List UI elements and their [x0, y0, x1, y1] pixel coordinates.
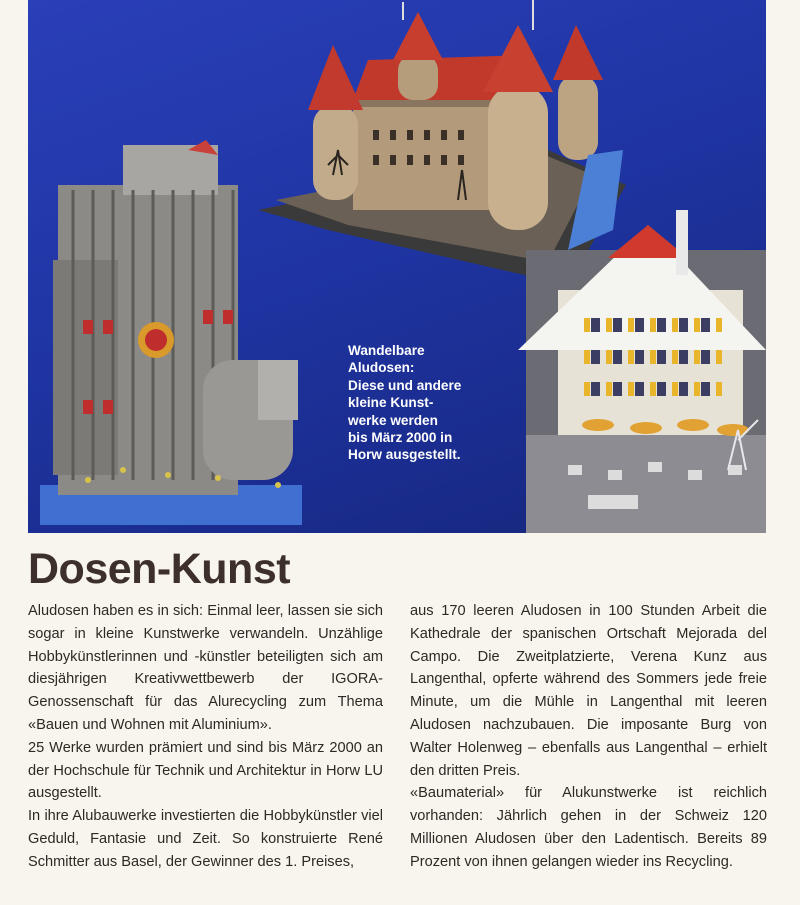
- article-paragraph: In ihre Alubauwerke investierten die Hobbykünstler viel Geduld, Fantasie und Zeit. So konstruierte René Schmitter aus Basel, der Gewinner des 1. Preises,: [28, 808, 383, 870]
- article-paragraph: aus 170 leeren Aludosen in 100 Stunden Arbeit die Kathedrale der spanischen Ortschaft Mejorada del Campo. Die Zweitplatzierte, Verena Kunz aus Langenthal, opferte während des Sommers jede freie Minute, um die Mühle in Langenthal mit leeren Aludosen nachzubauen. Die imposante Burg von Walter Holenweg – ebenfalls aus Langenthal – erhielt den dritten Preis.: [410, 603, 767, 779]
- article-paragraph: 25 Werke wurden prämiert und sind bis März 2000 an der Hochschule für Technik und Architektur in Horw LU ausgestellt.: [28, 739, 383, 802]
- photo-panel: [28, 0, 766, 533]
- article-column-right: [410, 600, 767, 874]
- article-headline: Dosen-Kunst: [28, 545, 291, 593]
- article-paragraph: Aludosen haben es in sich: Einmal leer, lassen sie sich sogar in kleine Kunstwerke verwandeln. Unzählige Hobbykünstlerinnen und -künstler beteiligten sich am diesjährigen Kreativwettbewerb der IGORA-Genossenschaft für das Alurecycling zum Thema «Bauen und Wohnen mit Aluminium».: [28, 603, 383, 733]
- castle-model: [258, 0, 626, 285]
- article-column-left: [28, 600, 383, 874]
- mill-model: [518, 210, 766, 533]
- cathedral-model: [40, 140, 302, 525]
- photo-caption: Wandelbare Aludosen: Diese und andere kleine Kunst- werke werden bis März 2000 in Horw ausgestellt.: [348, 343, 462, 463]
- article-paragraph: «Baumaterial» für Alukunstwerke ist reichlich vorhanden: Jährlich gehen in der Schweiz 120 Millionen Aludosen über den Ladentisch. Bereits 89 Prozent von ihnen gelangen wieder ins Recycling.: [410, 785, 767, 870]
